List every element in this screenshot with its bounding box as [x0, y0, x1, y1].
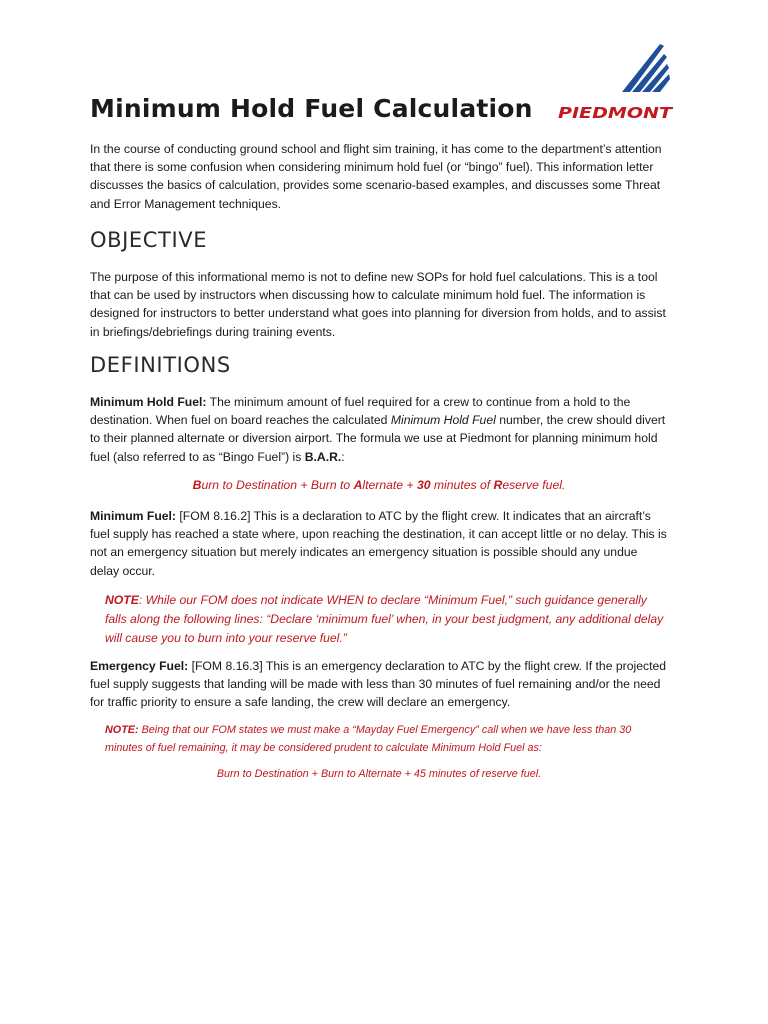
minimum-fuel-definition — [90, 507, 668, 580]
page-title: Minimum Hold Fuel Calculation — [90, 94, 533, 123]
formula-text: eserve fuel. — [502, 478, 566, 492]
term-minimum-fuel: Minimum Fuel: — [90, 509, 176, 523]
note-label: NOTE: — [105, 724, 139, 736]
formula-letter-r: R — [493, 478, 503, 492]
note-label: NOTE — [105, 593, 139, 607]
minimum-hold-fuel-definition — [90, 393, 668, 466]
emphasis-text: Minimum Hold Fuel — [390, 413, 496, 428]
reserve-45-formula: Burn to Destination + Burn to Alternate + 45 minutes of reserve fuel. — [216, 768, 542, 780]
definition-text: [FOM 8.16.3] This is an emergency declaration to ATC by the flight crew. If the projected fuel supply suggests that landing will be made with less than 30 minutes of fuel remaining and/or the need for traffic priority to ensure a safe landing, the crew will declare an emergency. — [90, 659, 667, 710]
definition-text: : — [341, 449, 345, 464]
logo-wordmark: PIEDMONT — [558, 104, 675, 122]
piedmont-logo — [556, 40, 678, 122]
term-minimum-hold-fuel: Minimum Hold Fuel: — [90, 395, 207, 409]
objective-heading: OBJECTIVE — [90, 228, 208, 252]
formula-text: urn to Destination + Burn to — [201, 478, 354, 492]
formula-letter-a: A — [353, 478, 363, 492]
note-text: : While our FOM does not indicate WHEN to declare “Minimum Fuel,” such guidance generally falls along the following lines: “Declare ‘minimum fuel’ when, in your best judgment, any additional delay will cause you to burn into your reserve fuel.” — [105, 593, 664, 645]
definition-text: [FOM 8.16.2] This is a declaration to ATC by the flight crew. It indicates that an aircraft’s fuel supply has reached a state where, upon reaching the destination, it can accept little or no delay. This is not an emergency situation but merely indicates an emergency situation is possible should any undue delay occur. — [90, 509, 667, 578]
formula-letter-b: B — [192, 478, 202, 492]
formula-text: minutes of — [430, 478, 494, 492]
objective-paragraph: The purpose of this informational memo is not to define new SOPs for hold fuel calculations. This is a tool that can be used by instructors when discussing how to calculate minimum hold fuel. The information is designed for instructors to better understand what goes into planning for diversion from holds, and to assist in briefings/debriefings during training events. — [90, 270, 666, 339]
emergency-fuel-note — [105, 722, 665, 757]
formula-number: 30 — [416, 478, 431, 492]
note-text: Being that our FOM states we must make a “Mayday Fuel Emergency” call when we have less than 30 minutes of fuel remaining, it may be considered prudent to calculate Minimum Hold Fuel as: — [105, 724, 632, 754]
minimum-fuel-note — [105, 591, 665, 648]
definition-text: The minimum amount of fuel required for a crew to continue from a hold to the destination. When fuel on board reaches the calculated — [90, 395, 631, 428]
definitions-heading: DEFINITIONS — [90, 353, 231, 377]
intro-paragraph: In the course of conducting ground school and flight sim training, it has come to the department’s attention that there is some confusion when considering minimum hold fuel (or “bingo” fuel). This information letter discusses the basics of calculation, provides some scenario-based examples, and discusses some Threat and Error Management techniques. — [90, 142, 662, 211]
definition-text: number, the crew should divert to their planned alternate or diversion airport. The formula we use at Piedmont for planning minimum hold fuel (also referred to as “Bingo Fuel”) is — [90, 413, 666, 464]
bar-formula — [90, 478, 668, 492]
emergency-fuel-definition — [90, 657, 668, 712]
formula-text: lternate + — [362, 478, 417, 492]
term-emergency-fuel: Emergency Fuel: — [90, 659, 189, 673]
bar-acronym: B.A.R. — [304, 449, 342, 464]
